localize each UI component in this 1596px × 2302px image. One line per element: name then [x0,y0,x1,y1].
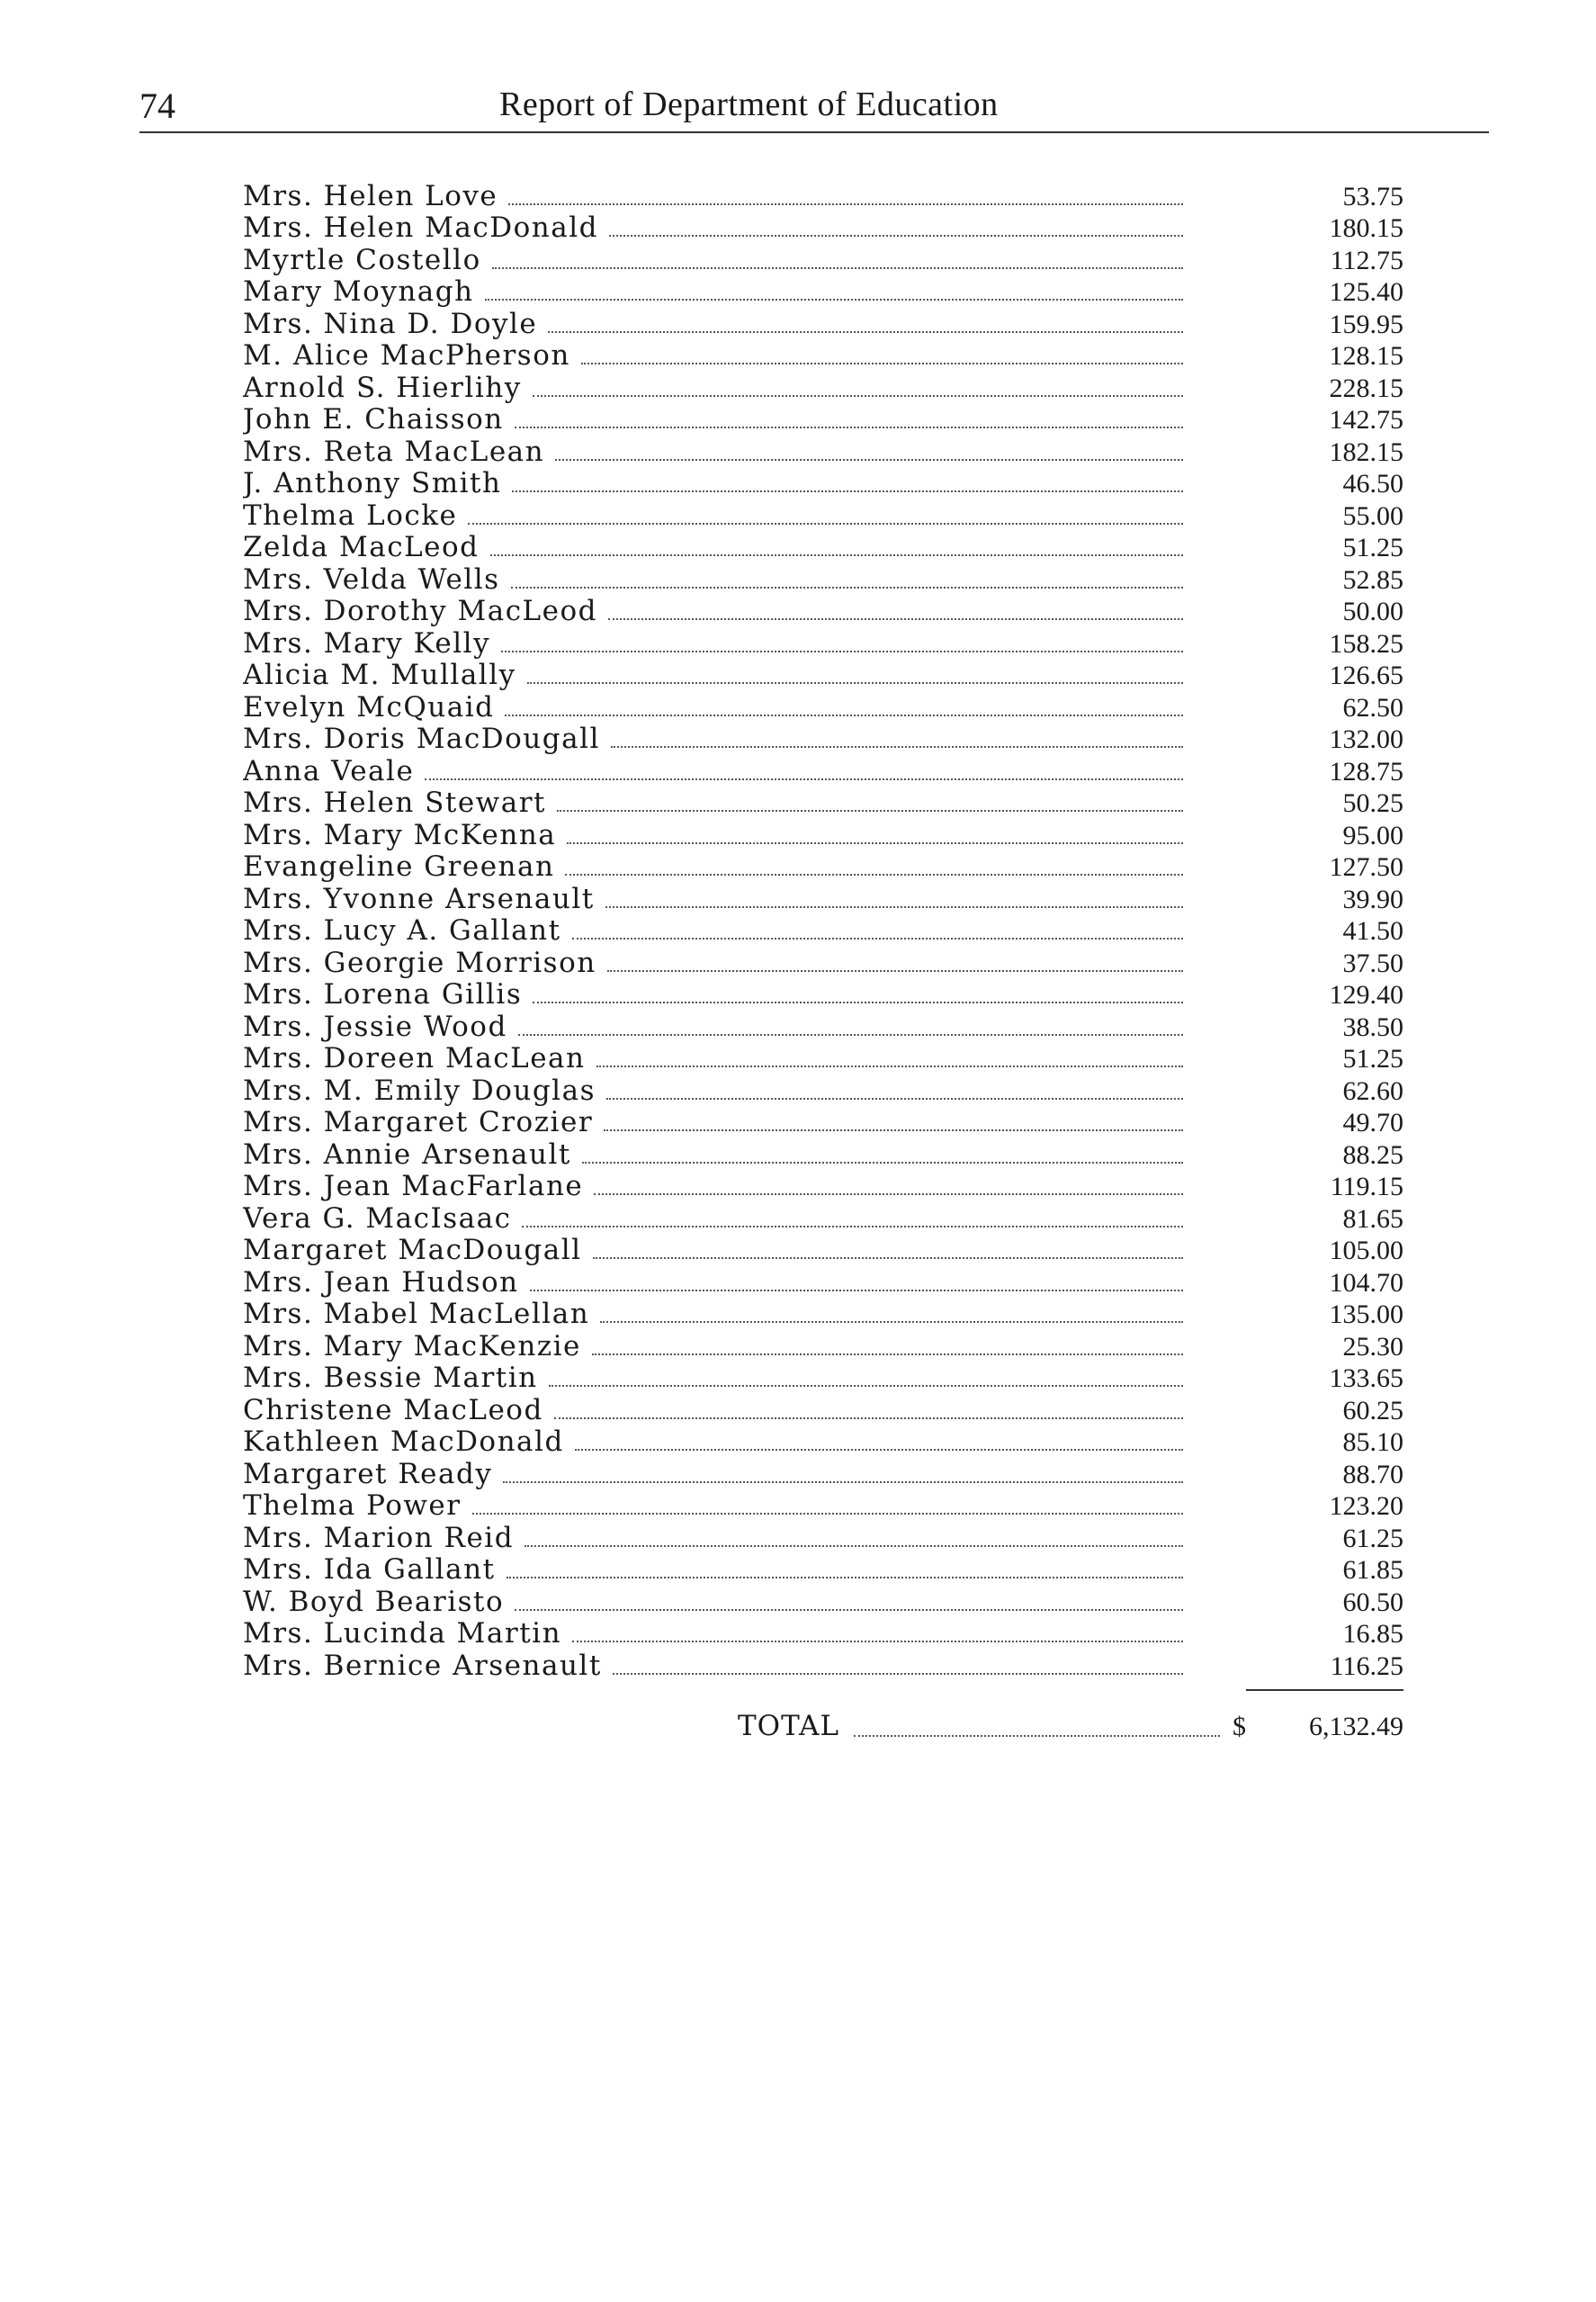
entry-name: Mrs. Doris MacDougall [243,723,600,755]
name-cell [243,850,1192,883]
entry-name: Mrs. Doreen MacLean [243,1042,586,1075]
entry-name: Arnold S. Hierlihy [243,371,522,404]
dot-leader [600,1321,1183,1323]
name-cell [243,627,1192,660]
name-cell [243,1170,1192,1202]
dot-leader [596,1066,1184,1067]
entry-name: Thelma Locke [243,499,458,532]
list-item [243,819,1403,851]
entry-name: M. Alice MacPherson [243,339,570,372]
entry-amount: 95.00 [1342,820,1403,850]
entry-name: Evangeline Greenan [243,850,555,883]
name-cell [243,1298,1192,1330]
entry-name: Mrs. Jean MacFarlane [243,1170,584,1202]
name-cell [243,1394,1192,1426]
dot-leader [468,523,1183,525]
list-item [243,596,1403,628]
list-item [243,532,1403,564]
dot-leader [555,459,1183,461]
dot-leader [522,1226,1183,1227]
entry-amount: 55.00 [1342,500,1403,531]
entry-name: Myrtle Costello [243,243,481,276]
entry-amount: 39.90 [1342,884,1403,914]
list-item [243,1490,1403,1523]
entry-amount: 25.30 [1342,1331,1403,1362]
entry-amount: 62.50 [1342,692,1403,723]
entry-amount: 51.25 [1342,533,1403,562]
dot-leader [549,1385,1183,1387]
list-item [243,276,1403,309]
entry-amount: 60.50 [1342,1587,1403,1617]
list-item [243,1650,1403,1682]
list-item [243,1554,1403,1587]
entry-name: John E. Chaisson [243,403,504,436]
name-cell [243,1138,1192,1171]
dot-leader [572,1641,1183,1642]
entry-name: W. Boyd Bearisto [243,1585,505,1618]
dot-leader [492,267,1183,269]
list-item [243,1618,1403,1650]
entry-name: Kathleen MacDonald [243,1425,564,1458]
dot-leader [548,331,1183,333]
name-cell [243,1202,1192,1235]
list-item [243,947,1403,979]
dot-leader [604,1129,1183,1131]
name-cell [243,883,1192,915]
dot-leader [582,1162,1183,1164]
entry-name: Mrs. Annie Arsenault [243,1138,571,1171]
list-item [243,563,1403,596]
name-cell [243,1330,1192,1362]
dot-leader [611,746,1183,748]
list-item [243,1394,1403,1426]
name-cell [243,1234,1192,1266]
entry-amount: 105.00 [1329,1236,1403,1265]
list-item [243,851,1403,884]
entry-amount: 119.15 [1330,1172,1403,1201]
entry-amount: 88.25 [1342,1139,1403,1170]
name-cell [243,1489,1192,1522]
name-cell [243,787,1192,819]
dot-leader [565,874,1183,876]
dot-leader [511,587,1183,589]
entry-amount: 135.00 [1329,1299,1403,1329]
dot-leader [507,1577,1183,1578]
dot-leader [527,682,1183,684]
entry-name: Mrs. Helen MacDonald [243,211,598,244]
entry-name: Mrs. Lorena Gillis [243,978,523,1011]
dot-leader [613,1673,1183,1675]
entry-amount: 53.75 [1342,181,1403,211]
list-item [243,340,1403,373]
dot-leader [607,970,1183,972]
dot-leader [501,651,1183,652]
name-cell [243,914,1192,947]
entry-name: Mrs. Jessie Wood [243,1010,507,1043]
list-item [243,787,1403,820]
entry-amount: 116.25 [1330,1650,1403,1681]
dot-leader [557,810,1183,812]
entry-amount: 133.65 [1329,1363,1403,1393]
entry-name: J. Anthony Smith [243,467,502,499]
name-cell [243,1266,1192,1299]
dot-leader [609,235,1183,237]
entry-amount: 142.75 [1329,405,1403,435]
dot-leader [525,1545,1183,1547]
list-item [243,1171,1403,1203]
entry-name: Mrs. Helen Stewart [243,787,546,819]
page-title: Report of Department of Education [499,85,999,123]
entry-name: Christene MacLeod [243,1393,543,1426]
name-cell [243,1522,1192,1554]
list-item [243,1586,1403,1618]
payment-list [243,180,1403,1682]
list-item [243,212,1403,245]
entry-amount: 132.00 [1329,724,1403,754]
entry-name: Mary Moynagh [243,275,474,308]
entry-amount: 49.70 [1342,1108,1403,1138]
dot-leader [515,1609,1183,1611]
name-cell [243,595,1192,627]
list-item [243,1011,1403,1043]
name-cell [243,1586,1192,1618]
list-item [243,244,1403,276]
entry-name: Alicia M. Mullally [243,659,516,691]
dot-leader [575,1449,1183,1451]
entry-amount: 85.10 [1342,1427,1403,1457]
name-cell [243,947,1192,979]
dot-leader [592,1353,1183,1355]
dot-leader [581,363,1183,364]
name-cell [243,978,1192,1011]
entry-name: Anna Veale [243,754,415,787]
entry-name: Mrs. Helen Love [243,179,498,212]
entry-amount: 50.25 [1342,788,1403,818]
entry-amount: 38.50 [1342,1012,1403,1042]
entry-name: Mrs. Reta MacLean [243,435,545,468]
name-cell [243,339,1192,372]
entry-name: Mrs. Margaret Crozier [243,1106,594,1138]
entry-name: Mrs. Marion Reid [243,1521,515,1554]
entry-amount: 129.40 [1329,980,1403,1010]
name-cell [243,563,1192,596]
dot-leader [515,427,1183,428]
name-cell [243,467,1192,499]
list-item [243,1266,1403,1299]
entry-name: Mrs. Georgie Morrison [243,946,596,979]
entry-name: Margaret Ready [243,1457,493,1490]
entry-amount: 60.25 [1342,1395,1403,1425]
dot-leader [533,395,1183,397]
entry-name: Mrs. Yvonne Arsenault [243,882,595,915]
entry-amount: 126.65 [1329,661,1403,690]
list-item [243,627,1403,660]
name-cell [243,1042,1192,1075]
dot-leader [533,1002,1183,1003]
name-cell [243,1650,1192,1682]
list-item [243,883,1403,915]
name-cell [243,691,1192,724]
dot-leader [594,1193,1183,1195]
dot-leader [593,1257,1183,1259]
total-label: TOTAL [738,1710,840,1742]
list-item [243,404,1403,436]
entry-amount: 180.15 [1329,213,1403,243]
name-cell [243,659,1192,691]
entry-amount: 128.15 [1329,341,1403,371]
entry-amount: 127.50 [1329,852,1403,882]
name-cell [243,723,1192,755]
entry-name: Mrs. Mary McKenna [243,818,557,851]
entry-amount: 159.95 [1329,309,1403,339]
dot-leader [567,842,1183,844]
entry-name: Zelda MacLeod [243,531,480,563]
dot-leader [854,1735,1220,1737]
total-row [738,1706,1403,1742]
entry-name: Mrs. Mary MacKenzie [243,1329,581,1362]
entry-amount: 62.60 [1342,1075,1403,1106]
entry-amount: 182.15 [1329,436,1403,467]
name-cell [243,755,1192,787]
page-number: 74 [139,85,175,126]
entry-amount: 228.15 [1329,373,1403,403]
total-amount: 6,132.49 [1309,1712,1403,1741]
list-item [243,1138,1403,1171]
list-item [243,1235,1403,1267]
entry-amount: 41.50 [1342,916,1403,946]
name-cell [243,1458,1192,1490]
entry-amount: 128.75 [1329,756,1403,787]
list-item [243,1362,1403,1395]
name-cell [243,436,1192,468]
entry-name: Mrs. M. Emily Douglas [243,1074,596,1107]
entry-amount: 61.25 [1342,1523,1403,1553]
name-cell [243,372,1192,404]
entry-name: Thelma Power [243,1489,462,1522]
entry-amount: 88.70 [1342,1459,1403,1489]
list-item [243,979,1403,1012]
entry-name: Mrs. Ida Gallant [243,1553,496,1586]
dot-leader [425,778,1183,780]
list-item [243,1107,1403,1139]
entry-amount: 51.25 [1342,1044,1403,1074]
name-cell [243,1553,1192,1586]
list-item [243,1043,1403,1075]
list-item [243,755,1403,787]
dot-leader [518,1034,1183,1036]
entry-name: Mrs. Mary Kelly [243,626,491,660]
name-cell [243,275,1192,308]
dot-leader [606,1098,1183,1100]
entry-name: Mrs. Bessie Martin [243,1362,538,1394]
entry-amount: 123.20 [1329,1491,1403,1521]
name-cell [243,499,1192,532]
entry-amount: 46.50 [1342,469,1403,499]
list-item [243,1075,1403,1107]
list-item [243,1522,1403,1554]
dot-leader [485,299,1183,301]
list-item [243,372,1403,404]
name-cell [243,1106,1192,1138]
list-item [243,660,1403,692]
name-cell [243,1011,1192,1043]
entry-amount: 81.65 [1342,1203,1403,1234]
name-cell [243,531,1192,563]
entry-name: Evelyn McQuaid [243,690,495,724]
list-item [243,1330,1403,1362]
entry-amount: 112.75 [1330,245,1403,275]
dot-leader [490,554,1183,556]
name-cell [243,308,1192,340]
list-item [243,724,1403,756]
name-cell [243,1075,1192,1107]
dot-leader [530,1290,1183,1291]
entry-name: Mrs. Dorothy MacLeod [243,595,597,627]
list-item [243,1458,1403,1490]
list-item [243,1202,1403,1235]
entry-amount: 125.40 [1329,277,1403,307]
dot-leader [505,715,1183,716]
dot-leader [503,1481,1183,1483]
entry-amount: 37.50 [1342,948,1403,978]
list-item [243,691,1403,724]
list-item [243,468,1403,500]
list-item [243,308,1403,340]
dot-leader [512,490,1183,492]
list-item [243,1299,1403,1331]
dot-leader [572,938,1183,940]
currency-symbol: $ [1233,1712,1246,1741]
name-cell [243,1362,1192,1394]
list-item [243,915,1403,948]
page-header [139,79,1489,133]
entry-name: Mrs. Bernice Arsenault [243,1649,602,1682]
name-cell [243,1617,1192,1650]
entry-name: Mrs. Velda Wells [243,562,500,596]
name-cell [243,180,1192,212]
name-cell [243,403,1192,436]
name-cell [243,819,1192,851]
entry-amount: 52.85 [1342,564,1403,595]
entry-name: Margaret MacDougall [243,1234,582,1266]
entry-amount: 104.70 [1329,1267,1403,1298]
dot-leader [605,906,1183,908]
entry-amount: 16.85 [1342,1619,1403,1649]
dot-leader [508,203,1183,205]
list-item [243,1426,1403,1459]
entry-amount: 158.25 [1329,628,1403,659]
name-cell [243,1425,1192,1458]
entry-name: Mrs. Lucinda Martin [243,1617,562,1650]
entry-name: Vera G. MacIsaac [243,1201,512,1235]
entry-amount: 61.85 [1342,1555,1403,1585]
entry-name: Mrs. Nina D. Doyle [243,307,538,340]
entry-amount: 50.00 [1342,597,1403,626]
entry-name: Mrs. Mabel MacLellan [243,1298,590,1330]
dot-leader [608,618,1183,620]
entry-name: Mrs. Lucy A. Gallant [243,914,561,947]
name-cell [243,211,1192,244]
list-item [243,499,1403,532]
list-item [243,180,1403,212]
dot-leader [472,1513,1183,1515]
list-item [243,436,1403,468]
entry-name: Mrs. Jean Hudson [243,1265,519,1299]
dot-leader [554,1417,1183,1419]
total-rule [1246,1689,1403,1691]
name-cell [243,244,1192,276]
